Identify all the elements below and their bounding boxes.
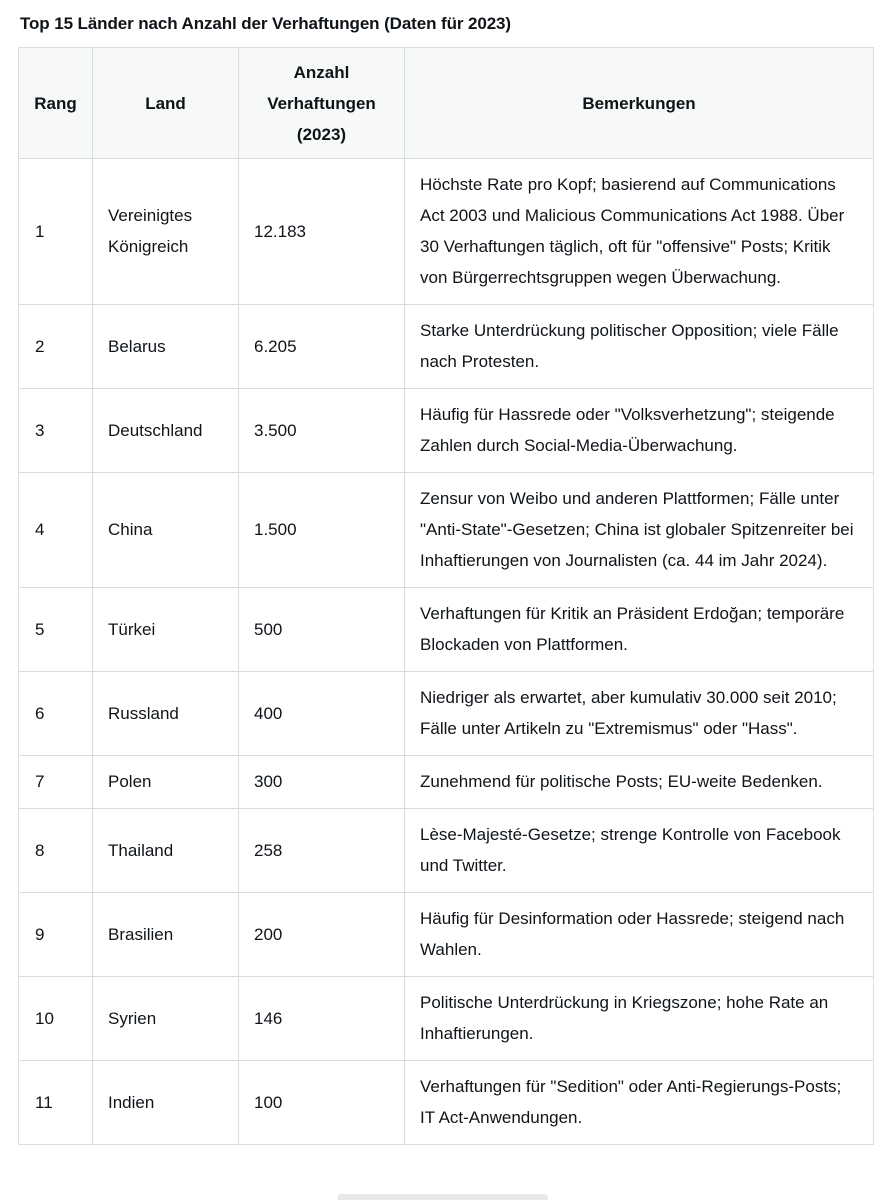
cell-rank: 7	[19, 756, 93, 809]
header-arrests	[239, 48, 405, 159]
cell-rank: 3	[19, 389, 93, 473]
table-row	[19, 672, 874, 756]
cell-notes: Lèse-Majesté-Gesetze; strenge Kontrolle von Facebook und Twitter.	[405, 809, 874, 893]
table-row	[19, 809, 874, 893]
cell-arrests: 146	[239, 977, 405, 1061]
cell-notes: Starke Unterdrückung politischer Opposition; viele Fälle nach Protesten.	[405, 305, 874, 389]
cell-arrests: 300	[239, 756, 405, 809]
cell-country: Syrien	[93, 977, 239, 1061]
cell-arrests: 100	[239, 1061, 405, 1145]
cell-rank: 9	[19, 893, 93, 977]
table-row	[19, 588, 874, 672]
cell-country: Vereinigtes Königreich	[93, 159, 239, 305]
cell-arrests: 258	[239, 809, 405, 893]
header-country: Land	[93, 48, 239, 159]
cell-notes: Verhaftungen für "Sedition" oder Anti-Regierungs-Posts; IT Act-Anwendungen.	[405, 1061, 874, 1145]
cell-country: Brasilien	[93, 893, 239, 977]
cell-country: Deutschland	[93, 389, 239, 473]
cell-rank: 4	[19, 473, 93, 588]
cell-country: Türkei	[93, 588, 239, 672]
cell-country: Russland	[93, 672, 239, 756]
cell-notes: Niedriger als erwartet, aber kumulativ 30.000 seit 2010; Fälle unter Artikeln zu "Extremismus" oder "Hass".	[405, 672, 874, 756]
cell-country: Indien	[93, 1061, 239, 1145]
cell-notes: Höchste Rate pro Kopf; basierend auf Communications Act 2003 und Malicious Communications Act 1988. Über 30 Verhaftungen täglich, oft für "offensive" Posts; Kritik von Bürgerrechtsgruppen wegen Überwachung.	[405, 159, 874, 305]
table-row	[19, 305, 874, 389]
cell-notes: Politische Unterdrückung in Kriegszone; hohe Rate an Inhaftierungen.	[405, 977, 874, 1061]
cell-rank: 1	[19, 159, 93, 305]
scroll-overlay	[338, 1194, 548, 1200]
arrests-table	[18, 47, 874, 1145]
cell-country: Polen	[93, 756, 239, 809]
table-row	[19, 977, 874, 1061]
table-row	[19, 473, 874, 588]
cell-arrests: 3.500	[239, 389, 405, 473]
table-header-row	[19, 48, 874, 159]
table-row	[19, 1061, 874, 1145]
table-row	[19, 389, 874, 473]
cell-country: China	[93, 473, 239, 588]
arrests-table-container	[18, 47, 874, 1145]
cell-notes: Häufig für Desinformation oder Hassrede; steigend nach Wahlen.	[405, 893, 874, 977]
cell-rank: 11	[19, 1061, 93, 1145]
table-row	[19, 756, 874, 809]
header-rank: Rang	[19, 48, 93, 159]
cell-arrests: 12.183	[239, 159, 405, 305]
page-title: Top 15 Länder nach Anzahl der Verhaftungen (Daten für 2023)	[20, 14, 511, 33]
cell-rank: 6	[19, 672, 93, 756]
cell-arrests: 400	[239, 672, 405, 756]
header-arrests-line3: (2023)	[296, 124, 347, 144]
cell-rank: 10	[19, 977, 93, 1061]
cell-rank: 8	[19, 809, 93, 893]
cell-country: Thailand	[93, 809, 239, 893]
header-arrests-line1: Anzahl	[293, 62, 350, 82]
cell-arrests: 500	[239, 588, 405, 672]
cell-arrests: 200	[239, 893, 405, 977]
table-row	[19, 893, 874, 977]
cell-rank: 5	[19, 588, 93, 672]
cell-notes: Zensur von Weibo und anderen Plattformen; Fälle unter "Anti-State"-Gesetzen; China ist globaler Spitzenreiter bei Inhaftierungen von Journalisten (ca. 44 im Jahr 2024).	[405, 473, 874, 588]
table-row	[19, 159, 874, 305]
cell-notes: Zunehmend für politische Posts; EU-weite Bedenken.	[405, 756, 874, 809]
table-body	[19, 159, 874, 1145]
cell-notes: Verhaftungen für Kritik an Präsident Erdoğan; temporäre Blockaden von Plattformen.	[405, 588, 874, 672]
header-arrests-line2: Verhaftungen	[267, 93, 376, 113]
cell-country: Belarus	[93, 305, 239, 389]
cell-notes: Häufig für Hassrede oder "Volksverhetzung"; steigende Zahlen durch Social-Media-Überwachung.	[405, 389, 874, 473]
cell-rank: 2	[19, 305, 93, 389]
header-notes: Bemerkungen	[405, 48, 874, 159]
table-header	[19, 48, 874, 159]
cell-arrests: 1.500	[239, 473, 405, 588]
cell-arrests: 6.205	[239, 305, 405, 389]
